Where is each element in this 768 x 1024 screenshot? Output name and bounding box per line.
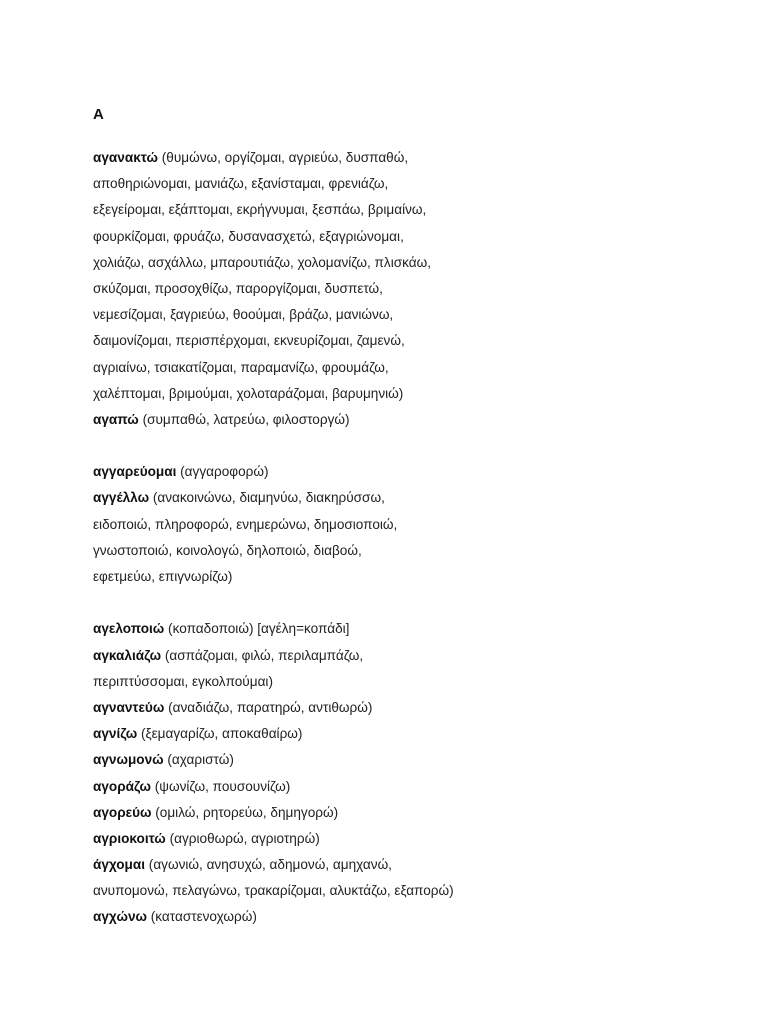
synonym-text: περιπτύσσομαι, εγκολπούμαι) bbox=[93, 673, 273, 689]
entry-line bbox=[93, 224, 733, 250]
entry-line bbox=[93, 145, 733, 171]
headword: αγχώνω bbox=[93, 909, 147, 925]
headword: αγναντεύω bbox=[93, 699, 165, 715]
entry-line bbox=[93, 407, 733, 433]
entry-line bbox=[93, 564, 733, 590]
entry-line bbox=[93, 302, 733, 328]
entry-line bbox=[93, 774, 733, 800]
synonym-text: (ψωνίζω, πουσουνίζω) bbox=[150, 778, 291, 794]
synonym-text: χαλέπτομαι, βριμούμαι, χολοταράζομαι, βαρυμηνιώ) bbox=[93, 385, 404, 401]
headword: αγριοκοιτώ bbox=[93, 830, 166, 846]
synonym-text: (ομιλώ, ρητορεύω, δημηγορώ) bbox=[151, 804, 339, 820]
entry-line bbox=[93, 276, 733, 302]
entry-list bbox=[93, 145, 733, 931]
synonym-text: αγριαίνω, τσιακατίζομαι, παραμανίζω, φρουμάζω, bbox=[93, 359, 389, 375]
synonym-text: νεμεσίζομαι, ξαγριεύω, θοούμαι, βράζω, μανιώνω, bbox=[93, 307, 394, 323]
entry-gap bbox=[93, 433, 733, 459]
synonym-text: (κοπαδοποιώ) [αγέλη=κοπάδι] bbox=[164, 621, 350, 637]
entry-line bbox=[93, 800, 733, 826]
synonym-text: αποθηριώνομαι, μανιάζω, εξανίσταμαι, φρενιάζω, bbox=[93, 176, 389, 192]
entry-line bbox=[93, 250, 733, 276]
headword: αγελοποιώ bbox=[93, 621, 165, 637]
entry-line bbox=[93, 852, 733, 878]
entry-line bbox=[93, 904, 733, 930]
synonym-text: χολιάζω, ασχάλλω, μπαρουτιάζω, χολομανίζω, πλισκάω, bbox=[93, 254, 431, 270]
headword: άγχομαι bbox=[93, 857, 146, 873]
entry-line bbox=[93, 328, 733, 354]
synonym-text: γνωστοποιώ, κοινολογώ, δηλοποιώ, διαβοώ, bbox=[93, 542, 362, 558]
synonym-text: (αγριοθωρώ, αγριοτηρώ) bbox=[165, 830, 320, 846]
entry-line bbox=[93, 381, 733, 407]
entry-line bbox=[93, 643, 733, 669]
synonym-text: δαιμονίζομαι, περισπέρχομαι, εκνευρίζομαι, ζαμενώ, bbox=[93, 333, 405, 349]
dictionary-entry bbox=[93, 747, 733, 773]
synonym-text: (αγγαροφορώ) bbox=[176, 464, 269, 480]
headword: αγγέλλω bbox=[93, 490, 150, 506]
synonym-text: εξεγείρομαι, εξάπτομαι, εκρήγνυμαι, ξεσπάω, βριμαίνω, bbox=[93, 202, 427, 218]
synonym-text: (αγωνιώ, ανησυχώ, αδημονώ, αμηχανώ, bbox=[145, 857, 392, 873]
entry-gap bbox=[93, 590, 733, 616]
document-page bbox=[93, 104, 733, 931]
entry-line bbox=[93, 826, 733, 852]
dictionary-entry bbox=[93, 852, 733, 904]
dictionary-entry bbox=[93, 774, 733, 800]
synonym-text: φουρκίζομαι, φρυάζω, δυσανασχετώ, εξαγριώνομαι, bbox=[93, 228, 404, 244]
entry-line bbox=[93, 538, 733, 564]
synonym-text: (αχαριστώ) bbox=[163, 752, 234, 768]
synonym-text: (αναδιάζω, παρατηρώ, αντιθωρώ) bbox=[164, 699, 373, 715]
headword: αγνωμονώ bbox=[93, 752, 164, 768]
dictionary-entry bbox=[93, 643, 733, 695]
entry-line bbox=[93, 878, 733, 904]
synonym-text: ανυπομονώ, πελαγώνω, τρακαρίζομαι, αλυκτάζω, εξαπορώ) bbox=[93, 883, 454, 899]
headword: αγκαλιάζω bbox=[93, 647, 162, 663]
dictionary-entry bbox=[93, 459, 733, 485]
synonym-text: (ασπάζομαι, φιλώ, περιλαμπάζω, bbox=[161, 647, 364, 663]
entry-line bbox=[93, 355, 733, 381]
synonym-text: (θυμώνω, οργίζομαι, αγριεύω, δυσπαθώ, bbox=[157, 150, 409, 165]
synonym-text: ειδοποιώ, πληροφορώ, ενημερώνω, δημοσιοποιώ, bbox=[93, 516, 398, 532]
synonym-text: (συμπαθώ, λατρεύω, φιλοστοργώ) bbox=[138, 411, 350, 427]
dictionary-entry bbox=[93, 904, 733, 930]
entry-line bbox=[93, 721, 733, 747]
entry-line bbox=[93, 459, 733, 485]
synonym-text: (ανακοινώνω, διαμηνύω, διακηρύσσω, bbox=[149, 490, 385, 506]
dictionary-entry bbox=[93, 407, 733, 433]
entry-line bbox=[93, 695, 733, 721]
headword: αγγαρεύομαι bbox=[93, 464, 177, 480]
dictionary-entry bbox=[93, 721, 733, 747]
headword: αγοράζω bbox=[93, 778, 151, 794]
dictionary-entry bbox=[93, 826, 733, 852]
entry-line bbox=[93, 747, 733, 773]
headword: αγνίζω bbox=[93, 726, 138, 742]
headword: αγορεύω bbox=[93, 804, 152, 820]
synonym-text: εφετμεύω, επιγνωρίζω) bbox=[93, 569, 233, 584]
entry-line bbox=[93, 171, 733, 197]
dictionary-entry bbox=[93, 695, 733, 721]
synonym-text: (ξεμαγαρίζω, αποκαθαίρω) bbox=[137, 726, 303, 742]
synonym-text: (καταστενοχωρώ) bbox=[146, 909, 257, 925]
dictionary-entry bbox=[93, 800, 733, 826]
entry-line bbox=[93, 512, 733, 538]
headword: αγανακτώ bbox=[93, 150, 158, 165]
entry-line bbox=[93, 485, 733, 511]
dictionary-entry bbox=[93, 145, 733, 407]
entry-line bbox=[93, 669, 733, 695]
entry-line bbox=[93, 616, 733, 642]
dictionary-entry bbox=[93, 616, 733, 642]
headword: αγαπώ bbox=[93, 411, 139, 427]
entry-line bbox=[93, 197, 733, 223]
section-heading: A bbox=[93, 106, 104, 123]
synonym-text: σκύζομαι, προσοχθίζω, παροργίζομαι, δυσπετώ, bbox=[93, 280, 383, 296]
dictionary-entry bbox=[93, 485, 733, 590]
